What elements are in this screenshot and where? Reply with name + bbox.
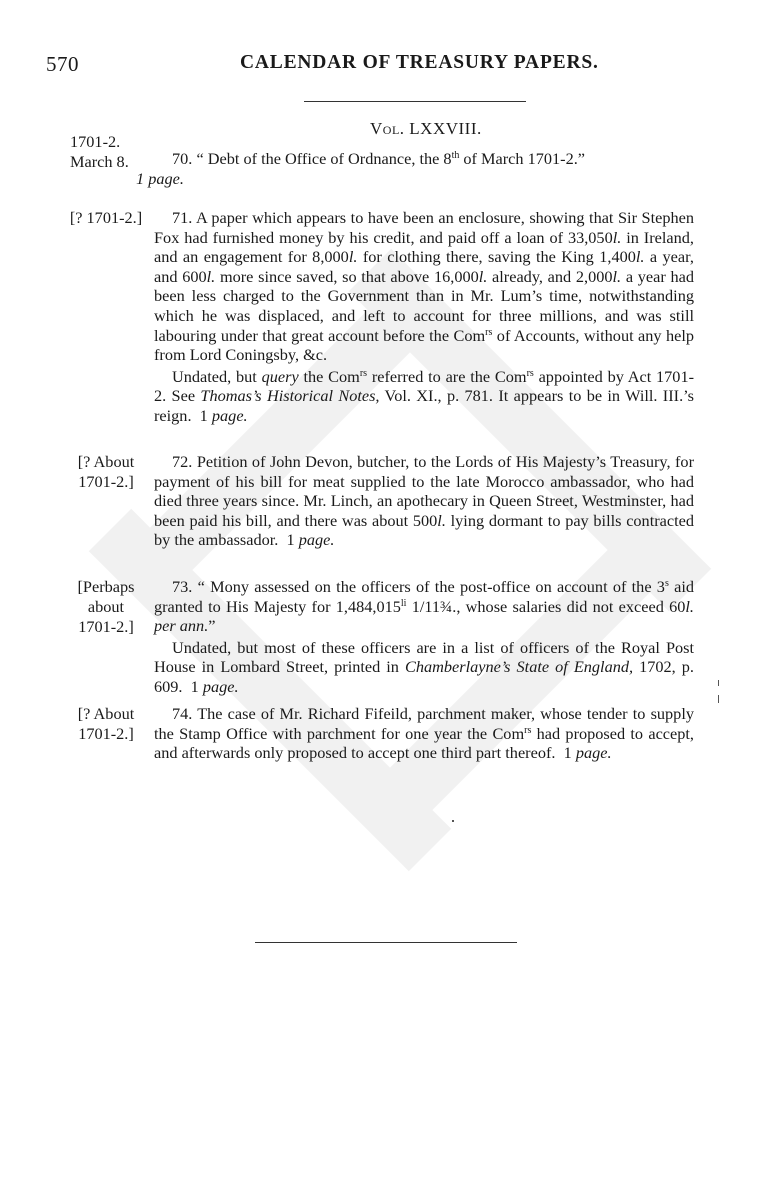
entry-body	[136, 149, 694, 188]
margin-line: [Perbaps	[77, 577, 135, 596]
speck	[718, 680, 719, 686]
entry-text: 71. A paper which appears to have been an enclosure, showing that Sir Stephen Fox had furnished money by his credit, and paid off a loan of 33,050l. in Ireland, and an engagement for 8,000l. for clothing there, saving the King 1,400l. a year, and 600l. more since saved, so that above 16,000l. already, and 2,000l. a year had been less charged to the Government than in Mr. Lum’s time, notwithstanding which he was displaced, and left to account for three millions, and was still labouring under that great account before the Com$^{rs}$ of Accounts, without any help from Lord Coningsby, &c.	[154, 208, 694, 365]
entry-number: 73.	[172, 577, 193, 596]
entry-body	[154, 704, 694, 763]
header-rule	[304, 101, 526, 102]
entry-note: Undated, but query the Com$^{rs}$ referred to are the Com$^{rs}$ appointed by Act 1701-2. See Thomas’s Historical Notes, Vol. XI., p. 781. It appears to be in Will. III.’s reign. 1 page.	[154, 366, 695, 425]
entry-pages: 1 page.	[190, 676, 239, 696]
entry-note: Undated, but most of these officers are in a list of officers of the Royal Post House in Lombard Street, printed in Chamberlayne’s State of England, 1702, p. 609. 1 page.	[154, 637, 694, 696]
entry-margin-date	[60, 452, 152, 492]
entry-text: 72. Petition of John Devon, butcher, to the Lords of His Majesty’s Treasury, for payment of his bill for meat supplied to the late Morocco ambassador, who had died three years since. Mr. Linch, an apothecary in Queen Street, Westminster, had been paid his bill, and there was about 500l. lying dormant to pay bills contracted by the ambassador. 1 page.	[154, 452, 694, 550]
entry-pages: 1 page.	[199, 405, 248, 425]
running-title: CALENDAR OF TREASURY PAPERS.	[240, 52, 599, 73]
entry-margin-date	[60, 208, 152, 228]
margin-line: 1701-2.]	[78, 617, 134, 636]
entry-text: 73. “ Mony assessed on the officers of the post-office on account of the 3$^s$ aid granted to His Majesty for $1,484,015^{li}$ 1/11¾., whose salaries did not exceed 60l. per ann.”	[154, 577, 695, 636]
margin-line: March 8.	[70, 152, 129, 171]
entry-pages: 1 page.	[136, 168, 184, 188]
entry-body	[154, 452, 694, 550]
entry-body	[154, 577, 694, 697]
entry-margin-date	[62, 132, 154, 172]
volume-prefix: Vol.	[370, 119, 405, 138]
margin-line: 1701-2.	[70, 132, 121, 151]
entry-number: 70.	[172, 149, 193, 168]
entry-text: 74. The case of Mr. Richard Fifeild, parchment maker, whose tender to supply the Stamp Office with parchment for one year the Com$^{rs}$ had proposed to accept, and afterwards only proposed to accept one third part thereof. 1 page.	[154, 704, 694, 763]
speck	[718, 695, 719, 703]
entry-number: 74.	[172, 704, 193, 723]
page-number: 570	[46, 52, 79, 76]
volume-heading	[370, 119, 482, 139]
entry-pages: 1 page.	[563, 743, 612, 763]
entry-text: “ Debt of the Office of Ordnance, the 8th of March 1701-2.”	[196, 149, 586, 168]
entry-body	[154, 208, 694, 426]
entry-margin-date	[60, 577, 152, 637]
margin-line: 1701-2.]	[78, 724, 134, 743]
volume-number: LXXVIII.	[409, 119, 482, 138]
margin-line: [? 1701-2.]	[69, 208, 143, 227]
margin-line: [? About	[77, 452, 135, 471]
margin-line: 1701-2.]	[78, 472, 134, 491]
margin-line: [? About	[77, 704, 135, 723]
entry-number: 72.	[172, 452, 193, 471]
entry-number: 71.	[172, 208, 193, 227]
entry-pages: 1 page.	[286, 530, 335, 550]
margin-line: about	[87, 597, 125, 616]
footer-rule	[255, 942, 517, 943]
entry-margin-date	[60, 704, 152, 744]
speck	[452, 820, 454, 822]
